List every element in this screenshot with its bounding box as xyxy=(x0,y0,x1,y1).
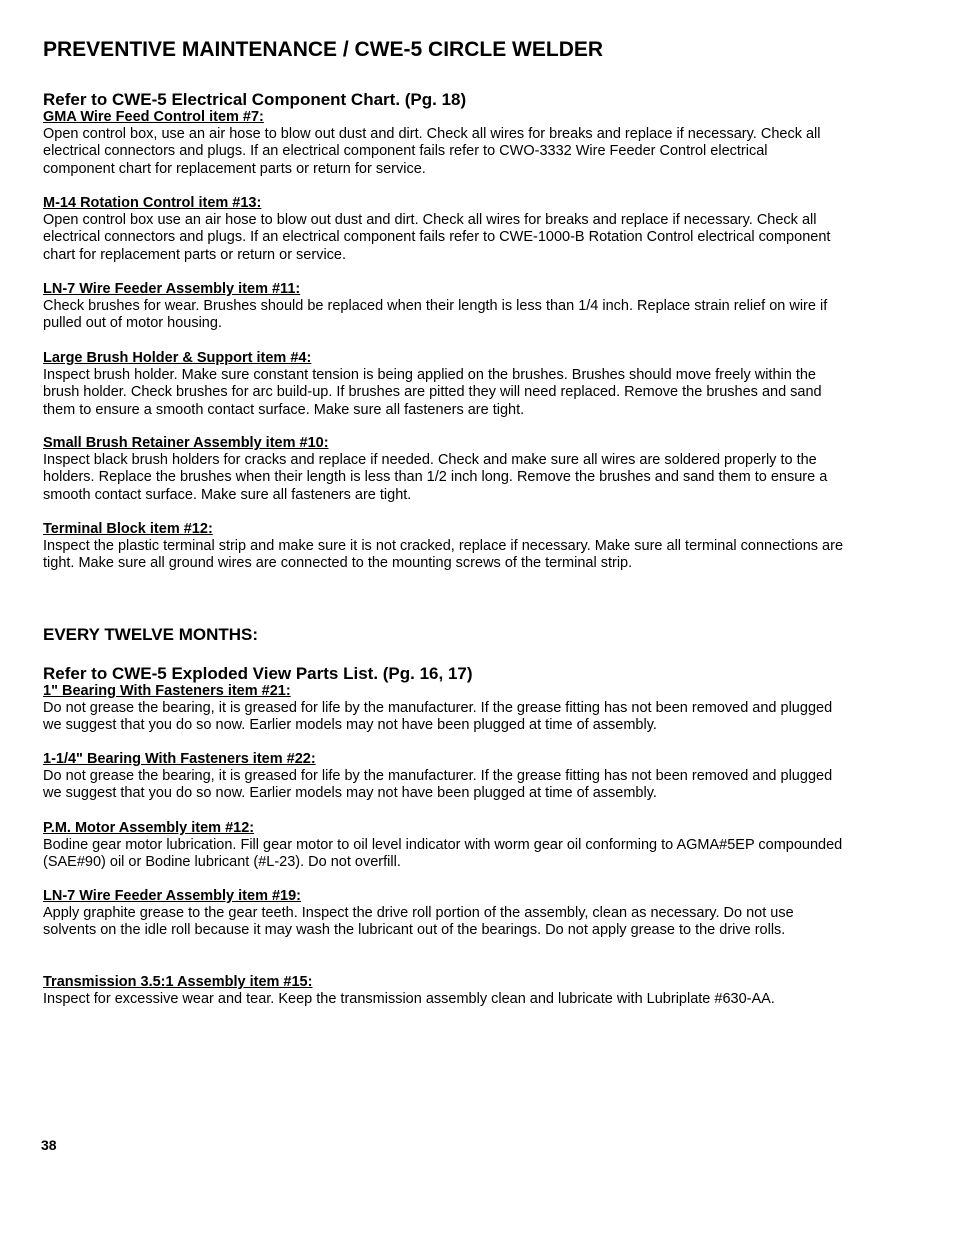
item-heading: Small Brush Retainer Assembly item #10: xyxy=(43,435,329,451)
item-body: Open control box use an air hose to blow out dust and dirt. Check all wires for breaks and replace if necessary. Check all electrical connectors and plugs. If an electrical component fails refer to CWE-1000-B Rotation Control electrical component chart for replacement parts or return or service. xyxy=(43,212,831,263)
item-heading: 1-1/4" Bearing With Fasteners item #22: xyxy=(43,751,316,767)
item-heading: P.M. Motor Assembly item #12: xyxy=(43,820,255,836)
section-heading-exploded-view xyxy=(43,664,843,683)
item-m14-rotation-control xyxy=(43,195,843,264)
item-pm-motor-assembly xyxy=(43,820,843,872)
item-heading: GMA Wire Feed Control item #7: xyxy=(43,109,264,125)
item-transmission-assembly xyxy=(43,974,843,1008)
item-body: Do not grease the bearing, it is greased for life by the manufacturer. If the grease fitting has not been removed and plugged we suggest that you do so now. Earlier models may not have been plugged at time of assembly. xyxy=(43,768,833,802)
item-gma-wire-feed-control xyxy=(43,109,843,178)
item-body: Do not grease the bearing, it is greased for life by the manufacturer. If the grease fitting has not been removed and plugged we suggest that you do so now. Earlier models may not have been plugged at time of assembly. xyxy=(43,700,833,734)
item-body: Inspect brush holder. Make sure constant tension is being applied on the brushes. Brushes should move freely within the brush holder. Check brushes for arc build-up. If brushes are pitted they will need replaced. Remove the brushes and sand them to ensure a smooth contact surface. Make sure all fasteners are tight. xyxy=(43,367,822,418)
item-body: Open control box, use an air hose to blow out dust and dirt. Check all wires for breaks and replace if necessary. Check all electrical connectors and plugs. If an electrical component fails refer to CWO-3332 Wire Feeder Control electrical component chart for replacement parts or return for service. xyxy=(43,126,821,177)
item-1in-bearing xyxy=(43,683,843,735)
item-body: Inspect for excessive wear and tear. Keep the transmission assembly clean and lubricate with Lubriplate #630-AA. xyxy=(43,991,775,1007)
item-1-1-4in-bearing xyxy=(43,751,843,803)
interval-heading: EVERY TWELVE MONTHS: xyxy=(43,625,259,644)
item-body: Apply graphite grease to the gear teeth. Inspect the drive roll portion of the assembly, clean as necessary. Do not use solvents on the idle roll because it may wash the lubricant out of the bearings. Do not apply grease to the drive rolls. xyxy=(43,905,794,939)
item-heading: M-14 Rotation Control item #13: xyxy=(43,195,262,211)
item-body: Bodine gear motor lubrication. Fill gear motor to oil level indicator with worm gear oil conforming to AGMA#5EP compounded (SAE#90) oil or Bodine lubricant (#L-23). Do not overfill. xyxy=(43,837,843,871)
item-ln7-wire-feeder-assembly xyxy=(43,281,843,333)
item-body: Check brushes for wear. Brushes should be replaced when their length is less than 1/4 inch. Replace strain relief on wire if pulled out of motor housing. xyxy=(43,298,828,332)
item-heading: Large Brush Holder & Support item #4: xyxy=(43,350,312,366)
item-body: Inspect black brush holders for cracks and replace if needed. Check and make sure all wires are soldered properly to the holders. Replace the brushes when their length is less than 1/2 inch long. Remove the brushes and sand them to ensure a smooth contact surface. Make sure all fasteners are tight. xyxy=(43,452,828,503)
item-terminal-block xyxy=(43,521,843,573)
item-heading: LN-7 Wire Feeder Assembly item #11: xyxy=(43,281,301,297)
item-small-brush-retainer xyxy=(43,435,843,504)
item-heading: 1" Bearing With Fasteners item #21: xyxy=(43,683,291,699)
page-number: 38 xyxy=(41,1137,57,1153)
page-title: PREVENTIVE MAINTENANCE / CWE-5 CIRCLE WELDER xyxy=(43,38,604,61)
item-body: Inspect the plastic terminal strip and make sure it is not cracked, replace if necessary. Make sure all terminal connections are tight. Make sure all ground wires are connected to the mounting screws of the terminal strip. xyxy=(43,538,844,572)
section-heading-electrical xyxy=(43,90,843,109)
section-heading: Refer to CWE-5 Exploded View Parts List. (Pg. 16, 17) xyxy=(43,664,473,683)
section-heading: Refer to CWE-5 Electrical Component Chart. (Pg. 18) xyxy=(43,90,467,109)
item-ln7-wire-feeder-assembly-19 xyxy=(43,888,843,940)
interval-heading-twelve-months xyxy=(43,625,843,644)
item-heading: Transmission 3.5:1 Assembly item #15: xyxy=(43,974,313,990)
item-heading: LN-7 Wire Feeder Assembly item #19: xyxy=(43,888,302,904)
item-heading: Terminal Block item #12: xyxy=(43,521,213,537)
item-large-brush-holder xyxy=(43,350,843,419)
